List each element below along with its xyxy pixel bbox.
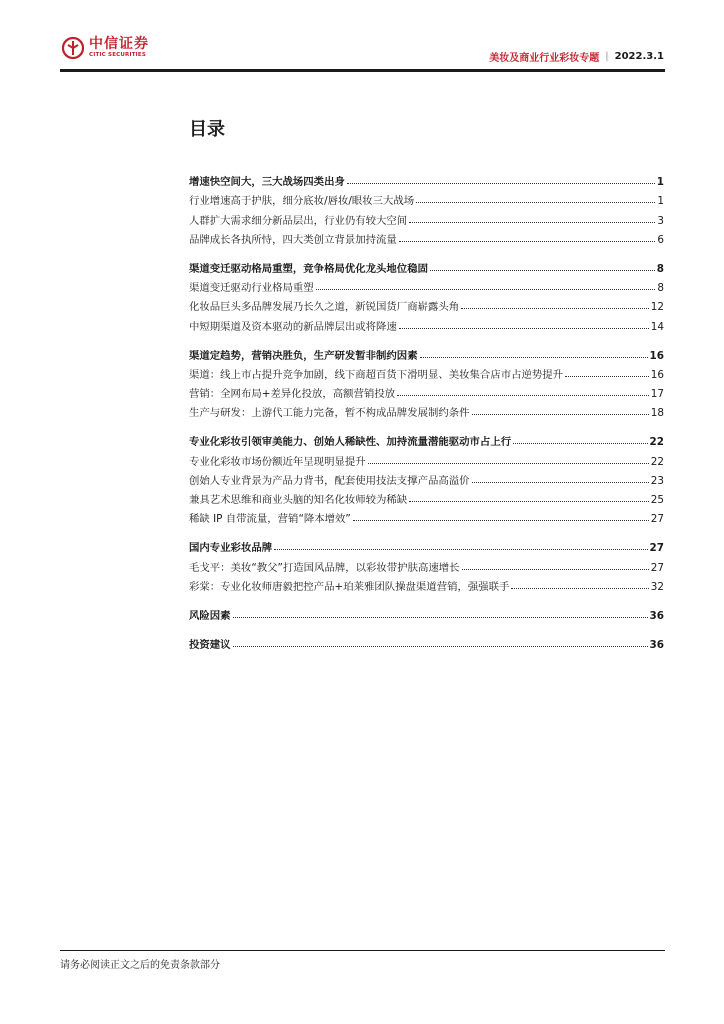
header-rule [60, 69, 665, 72]
page-header [0, 0, 724, 80]
toc-entry-page: 27 [649, 542, 664, 555]
toc-entry-page: 36 [649, 639, 664, 652]
toc-entry-label: 中短期渠道及资本驱动的新品牌层出或将降速 [189, 320, 397, 333]
toc-dot-leader [461, 308, 649, 309]
citic-logo-icon [62, 37, 84, 59]
toc-section-entry[interactable] [189, 603, 664, 622]
toc-dot-leader [316, 289, 656, 290]
toc-entry[interactable] [189, 207, 664, 226]
toc-entry-label: 行业增速高于护肤，细分底妆/唇妆/眼妆三大战场 [189, 195, 415, 208]
report-title: 美妆及商业行业彩妆专题 [489, 53, 600, 64]
toc-dot-leader [274, 549, 647, 550]
toc-dot-leader [347, 183, 655, 184]
toc-entry-label: 生产与研发：上游代工能力完备，暂不构成品牌发展制约条件 [189, 407, 470, 420]
toc-dot-leader [399, 328, 649, 329]
toc-dot-leader [368, 463, 649, 464]
toc-entry[interactable] [189, 381, 664, 400]
toc-entry-page: 16 [650, 368, 664, 381]
toc-title: 目录 [189, 119, 225, 140]
toc-entry-label: 增速快空间大，三大战场四类出身 [189, 176, 345, 189]
toc-entry-page: 22 [650, 455, 664, 468]
toc-entry[interactable] [189, 294, 664, 313]
toc-entry-page: 22 [649, 436, 664, 449]
table-of-contents [189, 169, 664, 651]
toc-section-entry[interactable] [189, 632, 664, 651]
toc-dot-leader [399, 241, 656, 242]
toc-entry[interactable] [189, 468, 664, 487]
footer-rule [60, 950, 665, 951]
toc-entry-page: 8 [657, 282, 664, 295]
toc-section-entry[interactable] [189, 256, 664, 275]
toc-section-entry[interactable] [189, 169, 664, 188]
toc-entry-label: 营销：全网布局+差异化投放，高额营销投放 [189, 388, 396, 401]
toc-entry[interactable] [189, 400, 664, 419]
toc-dot-leader [416, 202, 655, 203]
toc-dot-leader [409, 501, 649, 502]
logo-chinese-name: 中信证券 [89, 36, 149, 53]
toc-entry[interactable] [189, 275, 664, 294]
toc-entry-page: 27 [650, 513, 664, 526]
toc-entry[interactable] [189, 362, 664, 381]
toc-entry-label: 渠道定趋势，营销决胜负，生产研发暂非制约因素 [189, 349, 418, 362]
toc-entry-page: 14 [650, 320, 664, 333]
toc-entry-label: 渠道：线上市占提升竞争加剧，线下商超百货下滑明显、美妆集合店市占逆势提升 [189, 368, 564, 381]
toc-dot-leader [511, 588, 648, 589]
toc-entry[interactable] [189, 227, 664, 246]
toc-entry-page: 23 [650, 474, 664, 487]
toc-dot-leader [472, 482, 649, 483]
toc-entry-page: 16 [649, 349, 664, 362]
toc-dot-leader [397, 395, 649, 396]
toc-dot-leader [472, 414, 649, 415]
toc-dot-leader [233, 646, 648, 647]
toc-entry-page: 6 [657, 233, 664, 246]
toc-entry-page: 3 [657, 214, 664, 227]
toc-section-entry[interactable] [189, 535, 664, 554]
citic-logo [62, 37, 149, 59]
toc-dot-leader [462, 569, 649, 570]
toc-dot-leader [430, 270, 655, 271]
toc-dot-leader [353, 520, 649, 521]
footer-disclaimer: 请务必阅读正文之后的免责条款部分 [60, 960, 220, 971]
toc-entry-label: 稀缺 IP 自带流量，营销“降本增效” [189, 513, 351, 526]
toc-dot-leader [420, 357, 648, 358]
toc-entry[interactable] [189, 506, 664, 525]
toc-entry-page: 17 [650, 388, 664, 401]
toc-entry-label: 投资建议 [189, 639, 231, 652]
toc-dot-leader [233, 617, 648, 618]
toc-entry-page: 27 [650, 561, 664, 574]
toc-entry-label: 人群扩大需求细分新品层出，行业仍有较大空间 [189, 214, 408, 227]
toc-entry-label: 创始人专业背景为产品力背书，配套使用技法支撑产品高溢价 [189, 474, 470, 487]
toc-entry-page: 32 [650, 580, 664, 593]
toc-entry[interactable] [189, 188, 664, 207]
toc-entry-label: 渠道变迁驱动格局重塑，竞争格局优化龙头地位稳固 [189, 262, 428, 275]
logo-english-name: CITIC SECURITIES [89, 52, 147, 59]
toc-entry-label: 品牌成长各执所恃，四大类创立背景加持流量 [189, 233, 397, 246]
toc-dot-leader [565, 376, 649, 377]
toc-entry[interactable] [189, 448, 664, 467]
toc-entry-page: 1 [657, 195, 664, 208]
toc-entry-page: 8 [656, 262, 664, 275]
toc-dot-leader [513, 443, 647, 444]
toc-entry-label: 国内专业彩妆品牌 [189, 542, 273, 555]
toc-section-entry[interactable] [189, 429, 664, 448]
toc-dot-leader [409, 222, 655, 223]
report-header-info [489, 49, 664, 64]
toc-entry-page: 36 [649, 609, 664, 622]
toc-entry-label: 兼具艺术思维和商业头脑的知名化妆师较为稀缺 [189, 494, 408, 506]
toc-entry-label: 风险因素 [189, 609, 231, 622]
toc-entry-page: 1 [656, 176, 664, 189]
toc-entry-label: 专业化彩妆引领审美能力、创始人稀缺性、加持流量潜能驱动市占上行 [189, 436, 512, 449]
toc-entry-label: 毛戈平：美妆“教父”打造国风品牌，以彩妆带护肤高速增长 [189, 561, 460, 574]
header-separator: | [605, 51, 609, 62]
toc-entry-page: 12 [650, 301, 664, 314]
toc-entry[interactable] [189, 574, 664, 593]
toc-entry-label: 彩棠：专业化妆师唐毅把控产品+珀莱雅团队操盘渠道营销，强强联手 [189, 580, 510, 593]
toc-entry[interactable] [189, 554, 664, 573]
toc-entry-page: 18 [650, 407, 664, 420]
toc-entry[interactable] [189, 313, 664, 332]
toc-entry-label: 化妆品巨头多品牌发展乃长久之道，新锐国货厂商崭露头角 [189, 301, 460, 314]
report-date: 2022.3.1 [614, 51, 664, 62]
toc-entry-label: 专业化彩妆市场份额近年呈现明显提升 [189, 455, 366, 468]
toc-section-entry[interactable] [189, 343, 664, 362]
toc-entry[interactable] [189, 487, 664, 506]
toc-entry-label: 渠道变迁驱动行业格局重塑 [189, 282, 314, 295]
toc-entry-page: 25 [650, 494, 664, 506]
